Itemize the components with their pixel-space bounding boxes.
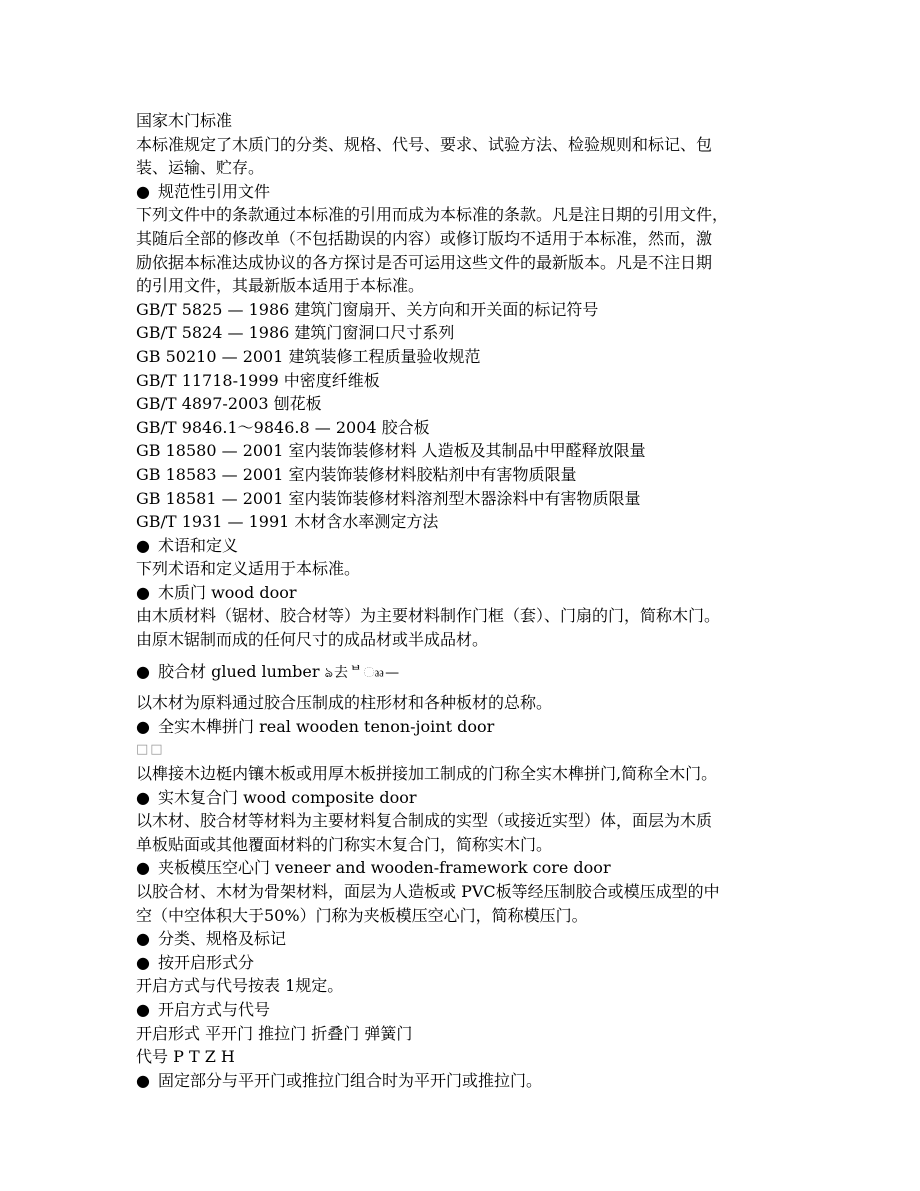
terms-intro: 下列术语和定义适用于本标准。 [136, 559, 361, 579]
term-wood-door [136, 581, 796, 605]
reference-item: GB 18580 — 2001 室内装饰装修材料 人造板及其制品中甲醛释放限量 [136, 441, 646, 461]
wood-door-definition-line-2: 由原木锯制而成的任何尺寸的成品材或半成品材。 [136, 630, 489, 650]
refs-intro-line-3: 励依据本标准达成协议的各方探讨是否可运用这些文件的最新版本。凡是不注日期 [136, 252, 713, 272]
term-heading: 全实木榫拼门 real wooden tenon-joint door [158, 716, 495, 736]
bullet-icon: ● [136, 661, 150, 681]
veneer-definition-line-1: 以胶合材、木材为骨架材料，面层为人造板或 PVC板等经压制胶合或模压成型的中 [136, 882, 720, 901]
document-title: 国家木门标准 [136, 111, 233, 130]
bullet-icon: ● [136, 929, 150, 949]
term-heading: 胶合材 glued lumber [158, 661, 320, 681]
term-solid-wood-door [136, 715, 796, 739]
reference-item: GB/T 4897-2003 刨花板 [136, 394, 322, 414]
opening-intro: 开启方式与代号按表 1规定。 [136, 976, 344, 996]
section-terms-definitions [136, 534, 796, 558]
bullet-icon: ● [136, 787, 150, 807]
reference-item: GB 18581 — 2001 室内装饰装修材料溶剂型木器涂料中有害物质限量 [136, 488, 641, 508]
reference-item: GB/T 5825 — 1986 建筑门窗扇开、关方向和开关面的标记符号 [136, 299, 599, 319]
table-row-forms: 开启形式 平开门 推拉门 折叠门 弹簧门 [136, 1023, 413, 1043]
reference-item: GB/T 1931 — 1991 木材含水率测定方法 [136, 512, 439, 532]
reference-item: GB 18583 — 2001 室内装饰装修材料胶粘剂中有害物质限量 [136, 464, 577, 484]
bullet-icon: ● [136, 716, 150, 736]
garbled-glyphs: ঌ去ᄇෲ— [324, 664, 401, 681]
refs-intro-line-2: 其随后全部的修改单（不包括勘误的内容）或修订版均不适用于本标准，然而，激 [136, 228, 713, 248]
refs-intro-line-1: 下列文件中的条款通过本标准的引用而成为本标准的条款。凡是注日期的引用文件， [136, 205, 729, 225]
document-body [136, 109, 796, 1092]
refs-intro-line-4: 的引用文件，其最新版本适用于本标准。 [136, 276, 425, 296]
veneer-definition-line-2: 空（中空体积大于50%）门称为夹板模压空心门，简称模压门。 [136, 905, 588, 925]
intro-line-2: 装、运输、贮存。 [136, 158, 265, 178]
section-heading: 按开启形式分 [158, 952, 255, 972]
term-heading: 夹板模压空心门 veneer and wooden-framework core door [158, 858, 611, 878]
bullet-icon: ● [136, 582, 150, 602]
reference-item: GB/T 11718-1999 中密度纤维板 [136, 370, 380, 390]
bullet-icon: ● [136, 999, 150, 1019]
glued-definition: 以木材为原料通过胶合压制成的柱形材和各种板材的总称。 [136, 693, 553, 713]
table-caption: 开启方式与代号 [158, 999, 271, 1019]
section-heading: 术语和定义 [158, 535, 239, 555]
section-normative-references [136, 180, 796, 204]
term-glued-lumber [136, 660, 796, 684]
reference-item: GB/T 9846.1～9846.8 — 2004 胶合板 [136, 417, 430, 437]
composite-definition-line-2: 单板贴面或其他覆面材料的门称实木复合门，简称实木门。 [136, 834, 553, 854]
section-opening-type [136, 951, 796, 975]
section-heading: 分类、规格及标记 [158, 929, 287, 949]
table-row-codes: 代号 P T Z H [136, 1047, 235, 1067]
intro-line-1: 本标准规定了木质门的分类、规格、代号、要求、试验方法、检验规则和标记、包 [136, 134, 713, 154]
section-heading: 规范性引用文件 [158, 181, 271, 201]
bullet-icon: ● [136, 181, 150, 201]
term-composite-door [136, 786, 796, 810]
composite-definition-line-1: 以木材、胶合材等材料为主要材料复合制成的实型（或接近实型）体，面层为木质 [136, 811, 713, 831]
bullet-icon: ● [136, 535, 150, 555]
note-text: 固定部分与平开门或推拉门组合时为平开门或推拉门。 [158, 1070, 543, 1090]
table-opening-codes-title [136, 998, 796, 1022]
reference-item: GB/T 5824 — 1986 建筑门窗洞口尺寸系列 [136, 323, 455, 343]
note-fixed-part [136, 1069, 796, 1093]
bullet-icon: ● [136, 952, 150, 972]
missing-glyph-boxes: □□ [136, 742, 165, 758]
section-classification [136, 927, 796, 951]
term-heading: 实木复合门 wood composite door [158, 787, 417, 807]
bullet-icon: ● [136, 1070, 150, 1090]
bullet-icon: ● [136, 858, 150, 878]
reference-item: GB 50210 — 2001 建筑装修工程质量验收规范 [136, 346, 481, 366]
term-heading: 木质门 wood door [158, 582, 297, 602]
solid-definition: 以榫接木边梃内镶木板或用厚木板拼接加工制成的门称全实木榫拼门,简称全木门。 [136, 764, 718, 784]
wood-door-definition-line-1: 由木质材料（锯材、胶合材等）为主要材料制作门框（套）、门扇的门，简称木门。 [136, 606, 721, 626]
term-veneer-door [136, 856, 796, 880]
